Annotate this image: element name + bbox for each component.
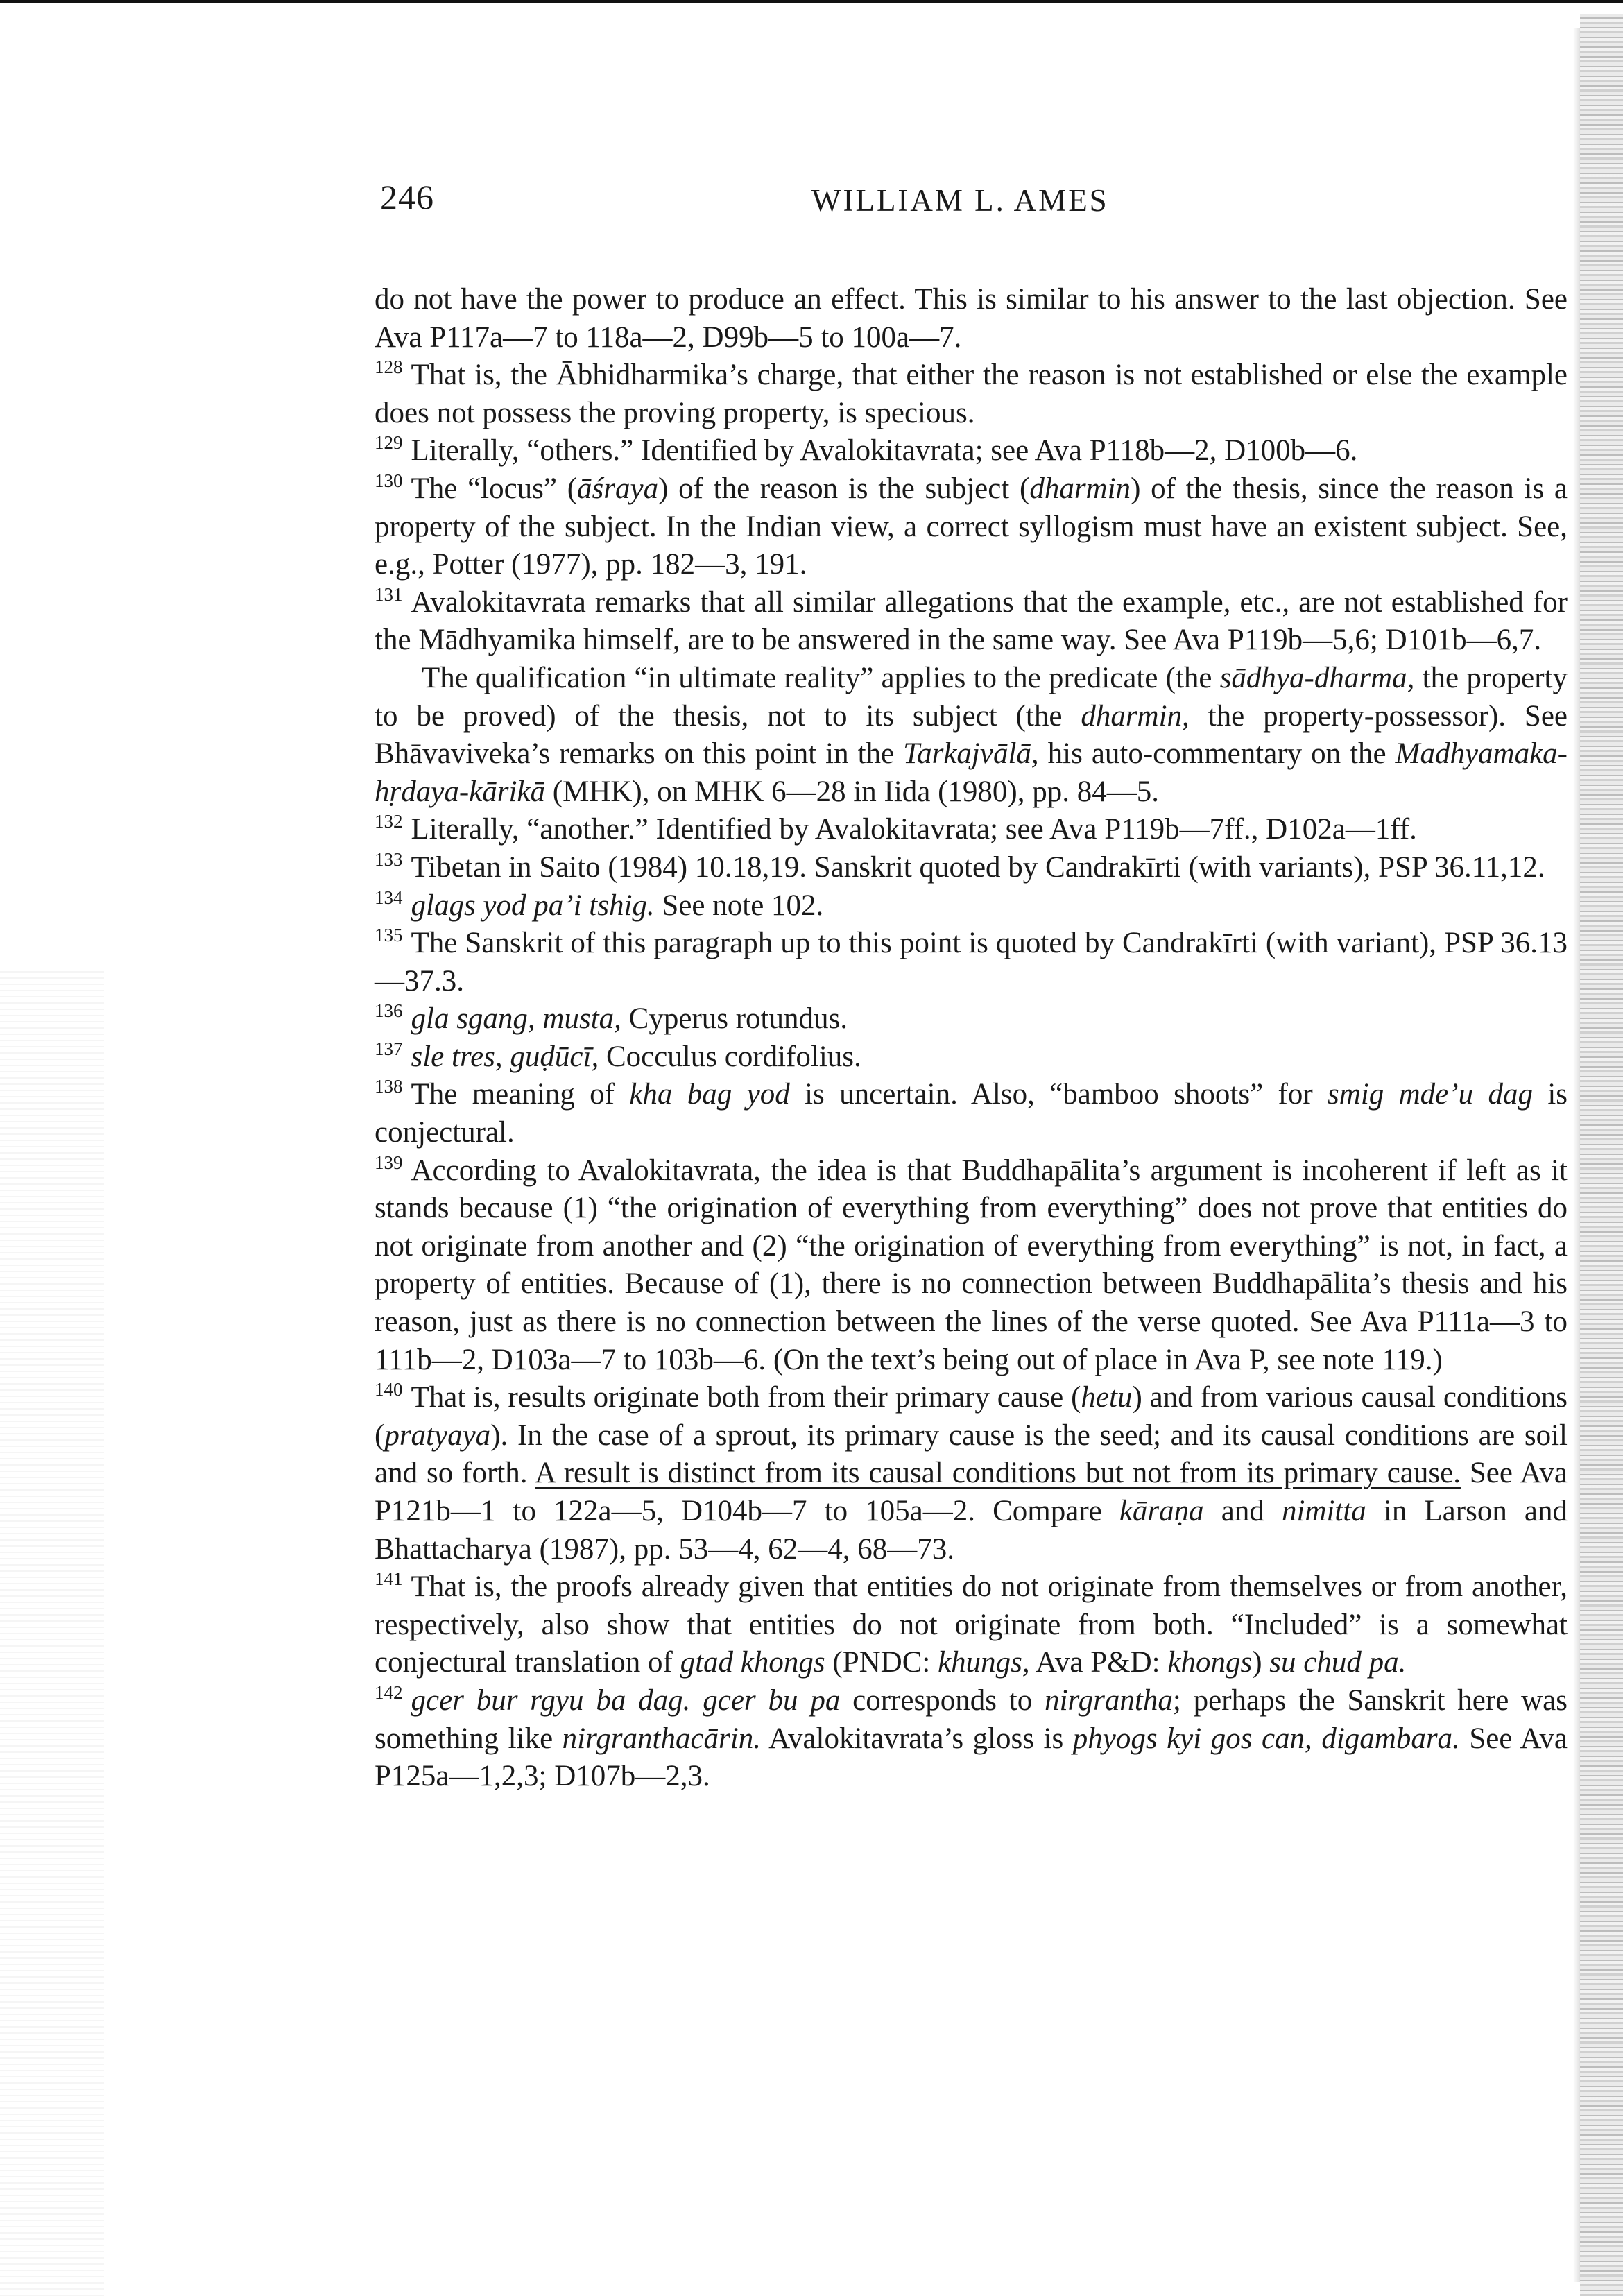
note-number: 134 xyxy=(375,886,403,908)
note-number: 133 xyxy=(375,848,403,870)
note-130: $^{130}$ The “locus” (āśraya) of the reason is the subject (dharmin) of the thesis, since the reason is a property of the subject. In the Indian view, a correct syllogism must have an existent subject. See, e.g., Potter (1977), pp. 182—3, 191. xyxy=(375,470,1568,581)
note-number: 131 xyxy=(375,583,403,605)
note-133: $^{133}$ Tibetan in Saito (1984) 10.18,19. Sanskrit quoted by Candrakīrti (with variants), PSP 36.11,12. xyxy=(375,848,1545,884)
note-number: 142 xyxy=(375,1681,403,1703)
note-number: 140 xyxy=(375,1379,403,1400)
note-131: $^{131}$ Avalokitavrata remarks that all similar allegations that the example, etc., are not established for the Mādhyamika himself, are to be answered in the same way. See Ava P119b—5,6; D101b—6,7. xyxy=(375,583,1568,657)
scan-shadow-right xyxy=(1573,28,1580,2282)
note-141: $^{141}$ That is, the proofs already given that entities do not originate from themselves or from another, respectively, also show that entities do not originate from both. “Included” is a somewhat conjectural translation of gtad khongs (PNDC: khungs, Ava P&D: khongs) su chud pa. xyxy=(375,1568,1568,1679)
note-continuation: do not have the power to produce an effect. This is similar to his answer to the last objection. See Ava P117a—7 to 118a—2, D99b—5 to 100a—7. xyxy=(375,283,1568,354)
note-138: $^{138}$ The meaning of kha bag yod is uncertain. Also, “bamboo shoots” for smig mde’u dag is conjectural. xyxy=(375,1076,1568,1149)
note-139: $^{139}$ According to Avalokitavrata, the idea is that Buddhapālita’s argument is incoherent if left as it stands because (1) “the origination of everything from everything” does not prove that entities do not originate from another and (2) “the origination of everything from everything” is not, in fact, a property of entities. Because of (1), there is no connection between Buddhapālita’s thesis and his reason, just as there is no connection between the lines of the verse quoted. See Ava P111a—3 to 111b—2, D103a—7 to 103b—6. (On the text’s being out of place in Ava P, see note 119.) xyxy=(375,1151,1568,1376)
note-132: $^{132}$ Literally, “another.” Identified by Avalokitavrata; see Ava P119b—7ff., D102a—1ff. xyxy=(375,811,1417,846)
note-number: 141 xyxy=(375,1568,403,1590)
note-number: 136 xyxy=(375,1000,403,1022)
running-head-author: WILLIAM L. AMES xyxy=(812,183,1109,218)
note-number: 132 xyxy=(375,811,403,832)
note-number: 137 xyxy=(375,1038,403,1059)
note-129: $^{129}$ Literally, “others.” Identified by Avalokitavrata; see Ava P118b—2, D100b—6. xyxy=(375,432,1358,468)
note-number: 138 xyxy=(375,1076,403,1097)
endnotes xyxy=(375,281,1568,1796)
note-134: $^{134}$ glags yod pa’i tshig. See note 102. xyxy=(375,886,824,922)
note-142: $^{142}$ gcer bur rgyu ba dag. gcer bu pa corresponds to nirgrantha; perhaps the Sanskrit here was something like nirgranthacārin. Avalokitavrata’s gloss is phyogs kyi gos can, digambara. See Ava P125a—1,2,3; D107b—2,3. xyxy=(375,1681,1568,1793)
scan-shadow-left xyxy=(0,971,104,2296)
note-number: 139 xyxy=(375,1151,403,1173)
note-number: 128 xyxy=(375,357,403,378)
note-number: 135 xyxy=(375,925,403,946)
note-140: $^{140}$ That is, results originate both from their primary cause (hetu) and from various causal conditions (pratyaya). In the case of a sprout, its primary cause is the seed; and its causal conditions are soil and so forth. A result is distinct from its causal conditions but not from its primary cause. See Ava P121b—1 to 122a—5, D104b—7 to 105a—2. Compare kāraṇa and nimitta in Larson and Bhattacharya (1987), pp. 53—4, 62—4, 68—73. xyxy=(375,1379,1568,1566)
note-136: $^{136}$ gla sgang, musta, Cyperus rotundus. xyxy=(375,1000,848,1036)
note-128: $^{128}$ That is, the Ābhidharmika’s charge, that either the reason is not established or else the example does not possess the proving property, is specious. xyxy=(375,357,1568,429)
page-edge-right xyxy=(1580,14,1623,2296)
note-137: $^{137}$ sle tres, guḍūcī, Cocculus cordifolius. xyxy=(375,1038,861,1073)
note-131-paragraph: The qualification “in ultimate reality” applies to the predicate (the sādhya-dharma, the property to be proved) of the thesis, not to its subject (the dharmin, the property-possessor). See Bhāvaviveka’s remarks on this point in the Tarkajvālā, his auto-commentary on the Madhyamaka-hṛdaya-kārikā (MHK), on MHK 6—28 in Iida (1980), pp. 84—5. xyxy=(375,661,1568,808)
page-number: 246 xyxy=(380,178,434,216)
note-number: 130 xyxy=(375,470,403,491)
handwritten-underline: A result is distinct from its causal conditions but not from its primary cause. xyxy=(535,1457,1461,1490)
note-number: 129 xyxy=(375,432,403,454)
note-135: $^{135}$ The Sanskrit of this paragraph up to this point is quoted by Candrakīrti (with variant), PSP 36.13—37.3. xyxy=(375,925,1568,997)
top-border xyxy=(0,0,1623,3)
